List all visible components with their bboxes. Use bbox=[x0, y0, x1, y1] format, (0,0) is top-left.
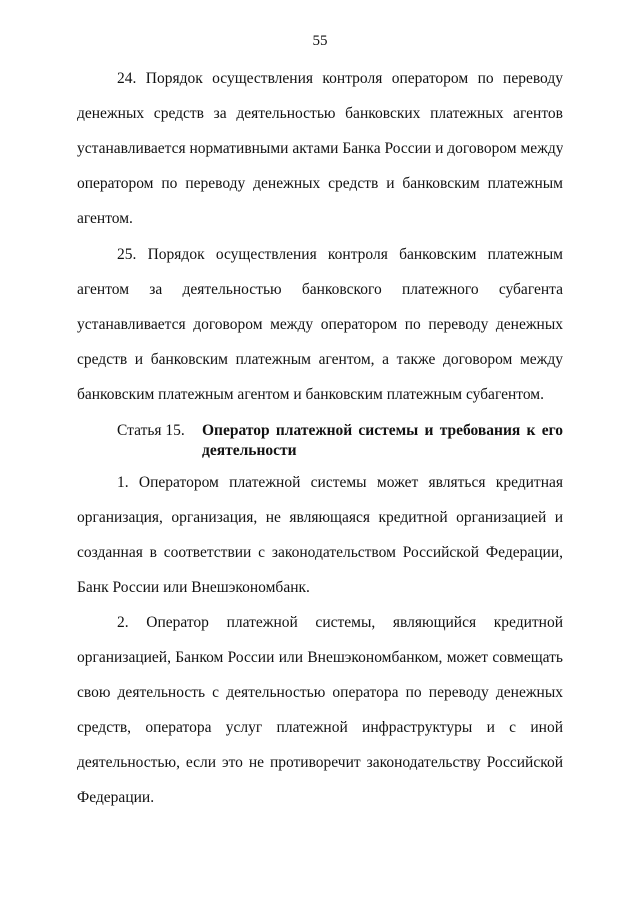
text-line: средств, оператора услуг платежной инфраструктуры и с иной bbox=[77, 719, 563, 736]
text-line: организацией, Банком России или Внешэкономбанком, может совмещать bbox=[77, 649, 563, 666]
article-title-line: Оператор платежной системы и требования к его bbox=[202, 422, 563, 439]
text-line: Банк России или Внешэкономбанк. bbox=[77, 579, 310, 596]
text-line: деятельностью, если это не противоречит законодательству Российской bbox=[77, 754, 563, 771]
paragraph-25 bbox=[77, 245, 563, 420]
text-line: оператором по переводу денежных средств и банковским платежным bbox=[77, 175, 563, 192]
text-line: 24. Порядок осуществления контроля оператором по переводу bbox=[117, 70, 563, 87]
text-line: устанавливается нормативными актами Банка России и договором между bbox=[77, 140, 563, 157]
text-line: свою деятельность с деятельностью оператора по переводу денежных bbox=[77, 684, 563, 701]
article-label: Статья 15. bbox=[117, 422, 185, 439]
text-line: средств и банковским платежным агентом, а также договором между bbox=[77, 351, 563, 368]
paragraph-1 bbox=[77, 473, 563, 613]
text-line: банковским платежным агентом и банковским платежным субагентом. bbox=[77, 386, 544, 403]
paragraph-2 bbox=[77, 613, 563, 823]
paragraph-24 bbox=[77, 69, 563, 244]
article-title-line: деятельности bbox=[202, 442, 297, 459]
text-line: 2. Оператор платежной системы, являющийся кредитной bbox=[117, 614, 563, 631]
text-line: Федерации. bbox=[77, 789, 155, 806]
text-line: устанавливается договором между оператором по переводу денежных bbox=[77, 316, 563, 333]
article-title bbox=[202, 421, 563, 461]
page-number: 55 bbox=[312, 33, 328, 49]
text-line: 1. Оператором платежной системы может являться кредитная bbox=[117, 474, 563, 491]
text-line: 25. Порядок осуществления контроля банковским платежным bbox=[117, 246, 563, 263]
text-line: организация, организация, не являющаяся кредитной организацией и bbox=[77, 509, 563, 526]
text-line: созданная в соответствии с законодательством Российской Федерации, bbox=[77, 544, 563, 561]
text-line: агентом за деятельностью банковского платежного субагента bbox=[77, 281, 563, 298]
text-line: денежных средств за деятельностью банковских платежных агентов bbox=[77, 105, 563, 122]
text-line: агентом. bbox=[77, 210, 133, 227]
